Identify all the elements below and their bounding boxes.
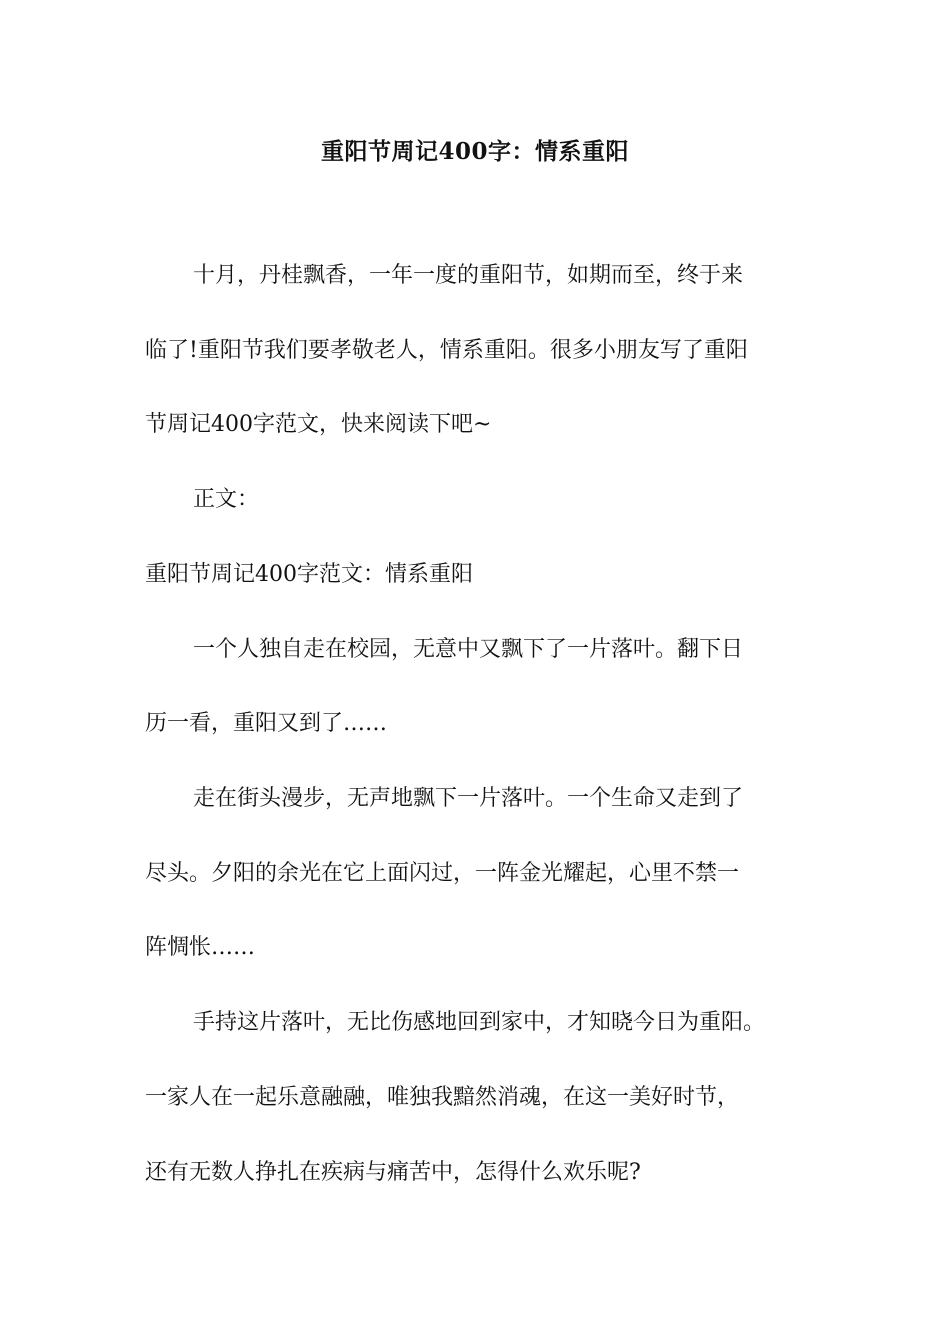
section-label: 正文： (193, 487, 260, 512)
paragraph-line: 临了!重阳节我们要孝敬老人，情系重阳。很多小朋友写了重阳 (145, 338, 748, 363)
paragraph-line: 手持这片落叶，无比伤感地回到家中，才知晓今日为重阳。 (193, 1010, 766, 1035)
document-title: 重阳节周记400字：情系重阳 (320, 138, 629, 165)
paragraph-line: 一个人独自走在校园，无意中又飘下了一片落叶。翻下日 (193, 637, 744, 662)
paragraph-line: 尽头。夕阳的余光在它上面闪过，一阵金光耀起，心里不禁一 (145, 861, 740, 886)
paragraph-line: 十月，丹桂飘香，一年一度的重阳节，如期而至，终于来 (193, 263, 744, 288)
paragraph-line: 还有无数人挣扎在疾病与痛苦中，怎得什么欢乐呢? (145, 1160, 641, 1185)
paragraph-line: 阵惆怅…… (145, 935, 256, 960)
paragraph-line: 一家人在一起乐意融融，唯独我黯然消魂，在这一美好时节， (145, 1085, 740, 1110)
subtitle-line: 重阳节周记400字范文：情系重阳 (145, 562, 473, 587)
paragraph-line: 节周记400字范文，快来阅读下吧~ (145, 412, 492, 437)
paragraph-line: 历一看，重阳又到了…… (145, 711, 388, 736)
paragraph-line: 走在街头漫步，无声地飘下一片落叶。一个生命又走到了 (193, 786, 744, 811)
